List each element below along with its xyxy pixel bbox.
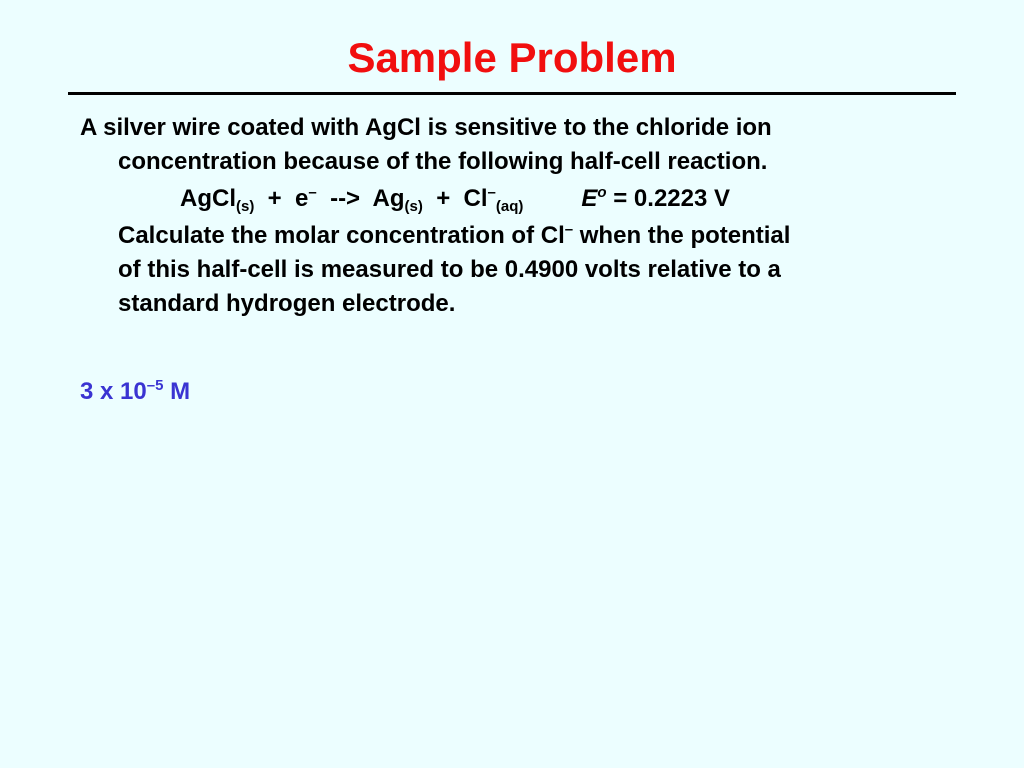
reactant-agcl-state: (s) [236, 198, 255, 215]
product-ag: Ag [372, 185, 405, 212]
electron: e [295, 185, 309, 212]
question-line-2: of this half-cell is measured to be 0.4900 volts relative to a [118, 256, 781, 283]
problem-line-1: A silver wire coated with AgCl is sensitive to the chloride ion [80, 114, 772, 141]
problem-statement [80, 111, 950, 321]
reactant-agcl: AgCl [180, 185, 236, 212]
slide-title: Sample Problem [347, 34, 677, 81]
title-divider [68, 92, 956, 95]
product-cl-state: (aq) [495, 198, 524, 215]
reaction-arrow: --> [316, 185, 373, 212]
question-line-1-text: Calculate the molar concentration of Cl [118, 222, 565, 249]
question-line-3: standard hydrogen electrode. [118, 290, 456, 317]
answer [80, 375, 190, 409]
plus-sign-2: + [422, 185, 464, 212]
problem-line-2: concentration because of the following half-cell reaction. [118, 148, 768, 175]
product-ag-state: (s) [404, 198, 423, 215]
standard-potential-symbol: E [581, 185, 598, 212]
plus-sign-1: + [254, 185, 296, 212]
question-cl-charge: – [564, 221, 574, 238]
question-line-1-tail: when the potential [579, 222, 791, 249]
answer-unit: M [163, 378, 191, 405]
half-cell-equation [80, 179, 950, 219]
answer-exponent: –5 [146, 377, 164, 394]
standard-potential-value: = 0.2223 V [613, 185, 731, 212]
question-line-1 [80, 219, 950, 253]
answer-value: 3 x 10 [80, 378, 147, 405]
electron-charge: – [308, 184, 317, 201]
standard-potential-degree: o [597, 184, 607, 201]
product-cl-charge: – [487, 184, 496, 201]
product-cl: Cl [463, 185, 488, 212]
